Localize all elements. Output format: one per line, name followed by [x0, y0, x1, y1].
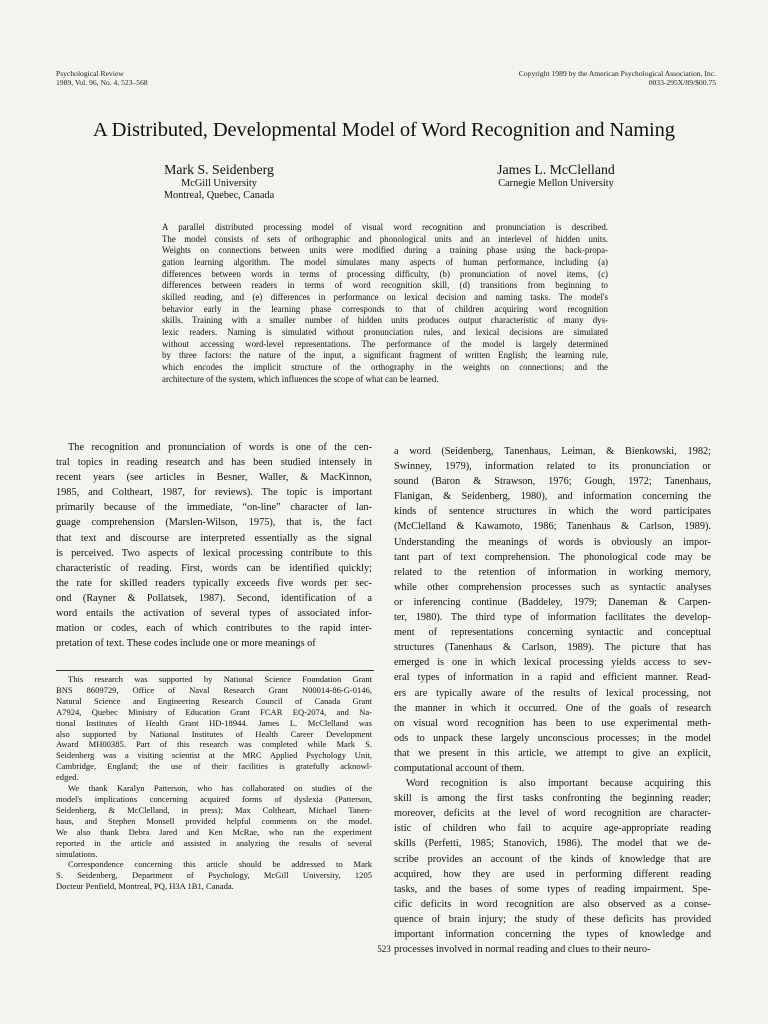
text-line: Flanigan, & Seidenberg, 1980), and information concerning the	[394, 491, 711, 503]
text-line: Docteur Penfield, Montreal, PQ, H3A 1B1, Canada.	[56, 881, 234, 892]
text-line: tral topics in reading research and has been studied intensely in	[56, 457, 372, 469]
text-line: recent years (see articles in Besner, Waller, & MacKinnon,	[56, 472, 372, 484]
text-line: kinds of sentence structures in which the word participates	[394, 506, 711, 518]
text-line: ment of representations concerning syntactic and conceptual	[394, 627, 711, 639]
text-line: model's implications concerning acquired forms of dyslexia (Patterson,	[56, 793, 372, 804]
text-line: We also thank Debra Jared and Ken McRae, who ran the experiment	[56, 826, 372, 837]
text-line: a word (Seidenberg, Tanenhaus, Leiman, & Bienkowski, 1982;	[394, 446, 711, 457]
copyright-line: Copyright 1989 by the American Psychological Association, Inc.	[518, 69, 716, 78]
text-line: skill is among the first tasks confronting the beginning reader;	[394, 793, 711, 805]
text-line: the rate for skilled readers typically exceeds five words per sec-	[56, 577, 372, 589]
text-line: behavior early in the learning phase corresponds to that of children acquiring word recognition	[162, 303, 608, 314]
text-line: We thank Karalyn Patterson, who has collaborated on studies of the	[68, 783, 372, 794]
abstract	[162, 222, 608, 385]
text-line: (McClelland & Kawamoto, 1986; Tanenhaus & Carlson, 1989).	[394, 521, 711, 533]
text-line: reported in the article and assisted in analyzing the results of several	[56, 837, 372, 848]
text-line: Swinney, 1979), information related to its pronunciation or	[394, 461, 711, 473]
text-line: Seidenberg was a visiting scientist at the MRC Applied Psychology Unit,	[56, 750, 372, 761]
text-line: The recognition and pronunciation of words is one of the cen-	[68, 442, 372, 453]
text-line: ter, 1980). The third type of information facilitates the develop-	[394, 612, 711, 624]
author-name: Mark S. Seidenberg	[164, 162, 274, 177]
footnote-divider	[56, 670, 374, 671]
text-line: computational account of them.	[394, 762, 525, 774]
text-line: differences between readers in terms of word recognition skill, (d) transitions from beginning to	[162, 280, 608, 291]
copyright-header	[519, 70, 716, 87]
text-line: Weights on connections between units were modified during a training phase using the back-propa-	[162, 245, 608, 256]
text-line: edged.	[56, 772, 79, 783]
author-name: James L. McClelland	[497, 162, 615, 177]
text-line: related to the retention of information in working memory,	[394, 566, 711, 578]
text-line: which encodes the implicit structure of the orthography in the weights on connections; and the	[162, 361, 608, 372]
text-line: that text and discourse are interpreted essentially as the signal	[56, 532, 372, 544]
text-line: that we present in this article, we attempt to give an explicit,	[394, 747, 711, 759]
author-location: Montreal, Quebec, Canada	[163, 190, 275, 202]
article-title: A Distributed, Developmental Model of Word Recognition and Naming	[93, 119, 675, 141]
text-line: important information concerning the types of knowledge and	[394, 929, 711, 940]
body-right-column	[394, 444, 711, 957]
author-block-1	[128, 162, 310, 203]
text-line: acquired, how they are used in performing different reading	[394, 868, 711, 880]
text-line: S. Seidenberg, Department of Psychology, McGill University, 1205	[56, 870, 372, 881]
journal-name: Psychological Review	[56, 69, 124, 78]
text-line: A parallel distributed processing model of visual word recognition and pronunciation is described.	[162, 222, 608, 232]
text-line: by three factors: the nature of the input, a significant fragment of written English; the learning rule,	[162, 350, 608, 361]
text-line: tant part of text comprehension. The phonological code may be	[394, 551, 711, 563]
text-line: lexic readers. Naming is simulated without pronunciation rules, and lexical decisions are simulated	[162, 326, 608, 337]
text-line: primarily because of the immediate, “on-line” character of lan-	[56, 502, 372, 514]
text-line: scribe provides an account of the kinds of knowledge that are	[394, 853, 711, 865]
author-affiliation: Carnegie Mellon University	[498, 178, 614, 189]
issn-price: 0033-295X/89/$00.75	[648, 77, 716, 87]
text-line: haus, and Stephen Monsell provided helpful comments on the model.	[56, 815, 372, 826]
text-line: Cambridge, England; the use of their facilities is gratefully acknowl-	[56, 761, 372, 772]
body-left-column	[56, 440, 372, 651]
journal-citation: 1989, Vol. 96, No. 4, 523–568	[56, 77, 148, 87]
text-line: on visual word recognition has been to use experimental meth-	[394, 717, 711, 729]
text-line: pretation of text. These codes include one or more meanings of	[56, 638, 316, 650]
text-line: A7924, Quebec Ministry of Education Grant FCAR EQ-2074, and Na-	[56, 706, 372, 717]
text-line: moreover, deficits at the level of word recognition are character-	[394, 808, 711, 820]
text-line: tasks, and the bases of some types of reading impairment. Spe-	[394, 883, 711, 895]
text-line: Correspondence concerning this article should be addressed to Mark	[68, 859, 372, 870]
text-line: mation or codes, each of which contributes to the rapid inter-	[56, 623, 372, 635]
text-line: Seidenberg, & McClelland, in press); Max Coltheart, Michael Tanen-	[56, 804, 372, 815]
text-line: Award MH00385. Part of this research was completed while Mark S.	[56, 739, 372, 750]
journal-header	[56, 70, 148, 87]
text-line: sound (Baron & Strawson, 1976; Gough, 1972; Tanenhaus,	[394, 476, 711, 488]
text-line: while other comprehension processes such as syntactic analyses	[394, 581, 711, 593]
text-line: also supported by National Institutes of Health Career Development	[56, 728, 372, 739]
text-line: architecture of the system, which influences the scope of what can be learned.	[162, 373, 439, 384]
text-line: This research was supported by National Science Foundation Grant	[68, 674, 372, 684]
text-line: emerged is one in which lexical processing yields access to sev-	[394, 657, 711, 669]
text-line: skilled reading, and (e) differences in performance on lexical decision and naming tasks. The model's	[162, 291, 608, 302]
page-number: 523	[377, 944, 391, 954]
text-line: ods to unpack these largely unconscious processes; in the model	[394, 732, 711, 744]
text-line: characteristic of reading. First, words can be identified quickly;	[56, 562, 372, 574]
author-footnotes	[56, 674, 372, 892]
text-line: without accessing word-level representations. The performance of the model is largely determined	[162, 338, 608, 349]
text-line: Understanding the meanings of words is obviously an impor-	[394, 536, 711, 548]
text-line: word entails the activation of several types of associated infor-	[56, 608, 372, 620]
text-line: quence of brain injury; the study of these deficits has provided	[394, 913, 711, 925]
text-line: eral types of information in a rapid and efficient manner. Read-	[394, 672, 711, 684]
text-line: skills. Training with a smaller number of hidden units produces output characteristic of many dys-	[162, 315, 608, 326]
author-affiliation: McGill University	[181, 178, 257, 189]
text-line: guage comprehension (Marslen-Wilson, 1975), that is, the fact	[56, 517, 372, 529]
text-line: structures (Tanenhaus & Carlson, 1989). The picture that has	[394, 642, 711, 654]
text-line: 1985, and Coltheart, 1987, for reviews). The topic is important	[56, 487, 372, 499]
text-line: ond (Rayner & Pollatsek, 1987). Second, identification of a	[56, 592, 372, 604]
text-line: ers are typically aware of the results of lexical processing, not	[394, 687, 711, 699]
text-line: istic of children who fail to acquire age-appropriate reading	[394, 823, 711, 835]
text-line: BNS 8609729, Office of Naval Research Grant N00014-86-G-0146,	[56, 684, 372, 695]
text-line: skills (Perfetti, 1985; Stanovich, 1986). The model that we de-	[394, 838, 711, 850]
text-line: The model consists of sets of orthographic and phonological units and an interlevel of hidden units.	[162, 233, 608, 244]
text-line: or inferencing continue (Baddeley, 1979; Daneman & Carpen-	[394, 596, 711, 608]
author-block-2	[470, 162, 642, 190]
text-line: is perceived. Two aspects of lexical processing contribute to this	[56, 547, 372, 559]
text-line: tional Institutes of Health Grant HD-18944. James L. McClelland was	[56, 717, 372, 728]
text-line: cific deficits in word recognition are also observed as a conse-	[394, 898, 711, 910]
text-line: the manner in which it occurred. One of the goals of research	[394, 702, 711, 714]
text-line: simulations.	[56, 848, 98, 859]
text-line: gation learning algorithm. The model simulates many aspects of human performance, including (a)	[162, 256, 608, 267]
text-line: processes involved in normal reading and clues to their neuro-	[394, 944, 651, 956]
text-line: Natural Science and Engineering Research Council of Canada Grant	[56, 695, 372, 706]
text-line: Word recognition is also important because acquiring this	[406, 778, 711, 790]
text-line: differences between words in terms of processing difficulty, (b) pronunciation of novel items, (c)	[162, 268, 608, 279]
